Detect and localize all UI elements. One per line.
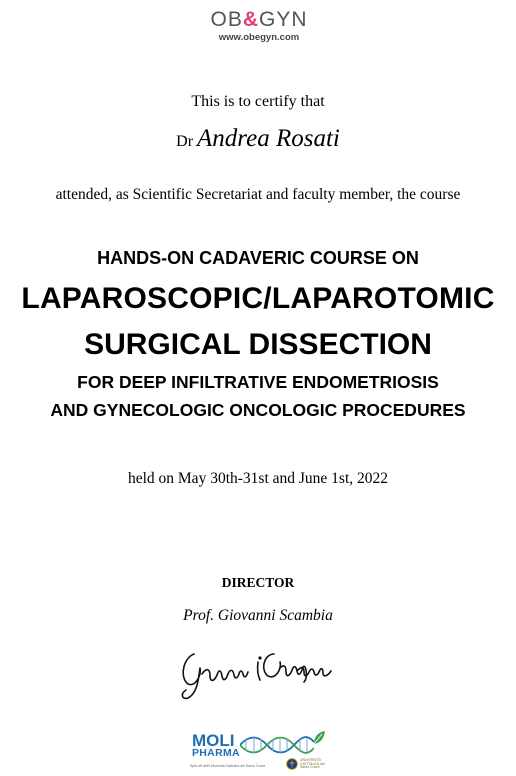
recipient-line (0, 125, 516, 153)
sponsor-name-line-1: MOLI (192, 731, 235, 750)
director-label: DIRECTOR (221, 575, 295, 590)
molipharma-logo (188, 728, 328, 774)
course-title-line-1: HANDS-ON CADAVERIC COURSE ON (97, 248, 419, 268)
course-title-line-3: SURGICAL DISSECTION (84, 328, 432, 361)
logo-ampersand: & (242, 8, 259, 31)
sponsor-tagline: Spin-off dell'Università Cattolica del Sacro Cuore (190, 764, 266, 768)
director-name: Prof. Giovanni Scambia (183, 607, 333, 624)
course-title-line-2: LAPAROSCOPIC/LAPAROTOMIC (21, 282, 495, 315)
sponsor-name-line-2: PHARMA (192, 747, 240, 759)
logo-wordmark: OB&GYN (210, 8, 308, 31)
dna-helix-icon (240, 734, 314, 756)
certify-text: This is to certify that (191, 93, 325, 110)
university-seal-icon (286, 758, 298, 770)
logo-url: www.obegyn.com (218, 32, 300, 43)
attended-text: attended, as Scientific Secretariat and faculty member, the course (55, 186, 461, 203)
recipient-name: Andrea Rosati (197, 125, 340, 152)
name-prefix: Dr (176, 133, 194, 150)
university-seal-text: UNIVERSITÀ CATTOLICA del Sacro Cuore (300, 758, 325, 770)
obgyn-logo (203, 8, 315, 48)
leaf-icon (312, 730, 326, 746)
course-title-line-5: AND GYNECOLOGIC ONCOLOGIC PROCEDURES (50, 400, 466, 420)
course-dates: held on May 30th-31st and June 1st, 2022 (127, 470, 389, 487)
director-signature (176, 640, 342, 700)
course-title-line-4: FOR DEEP INFILTRATIVE ENDOMETRIOSIS (77, 372, 439, 392)
